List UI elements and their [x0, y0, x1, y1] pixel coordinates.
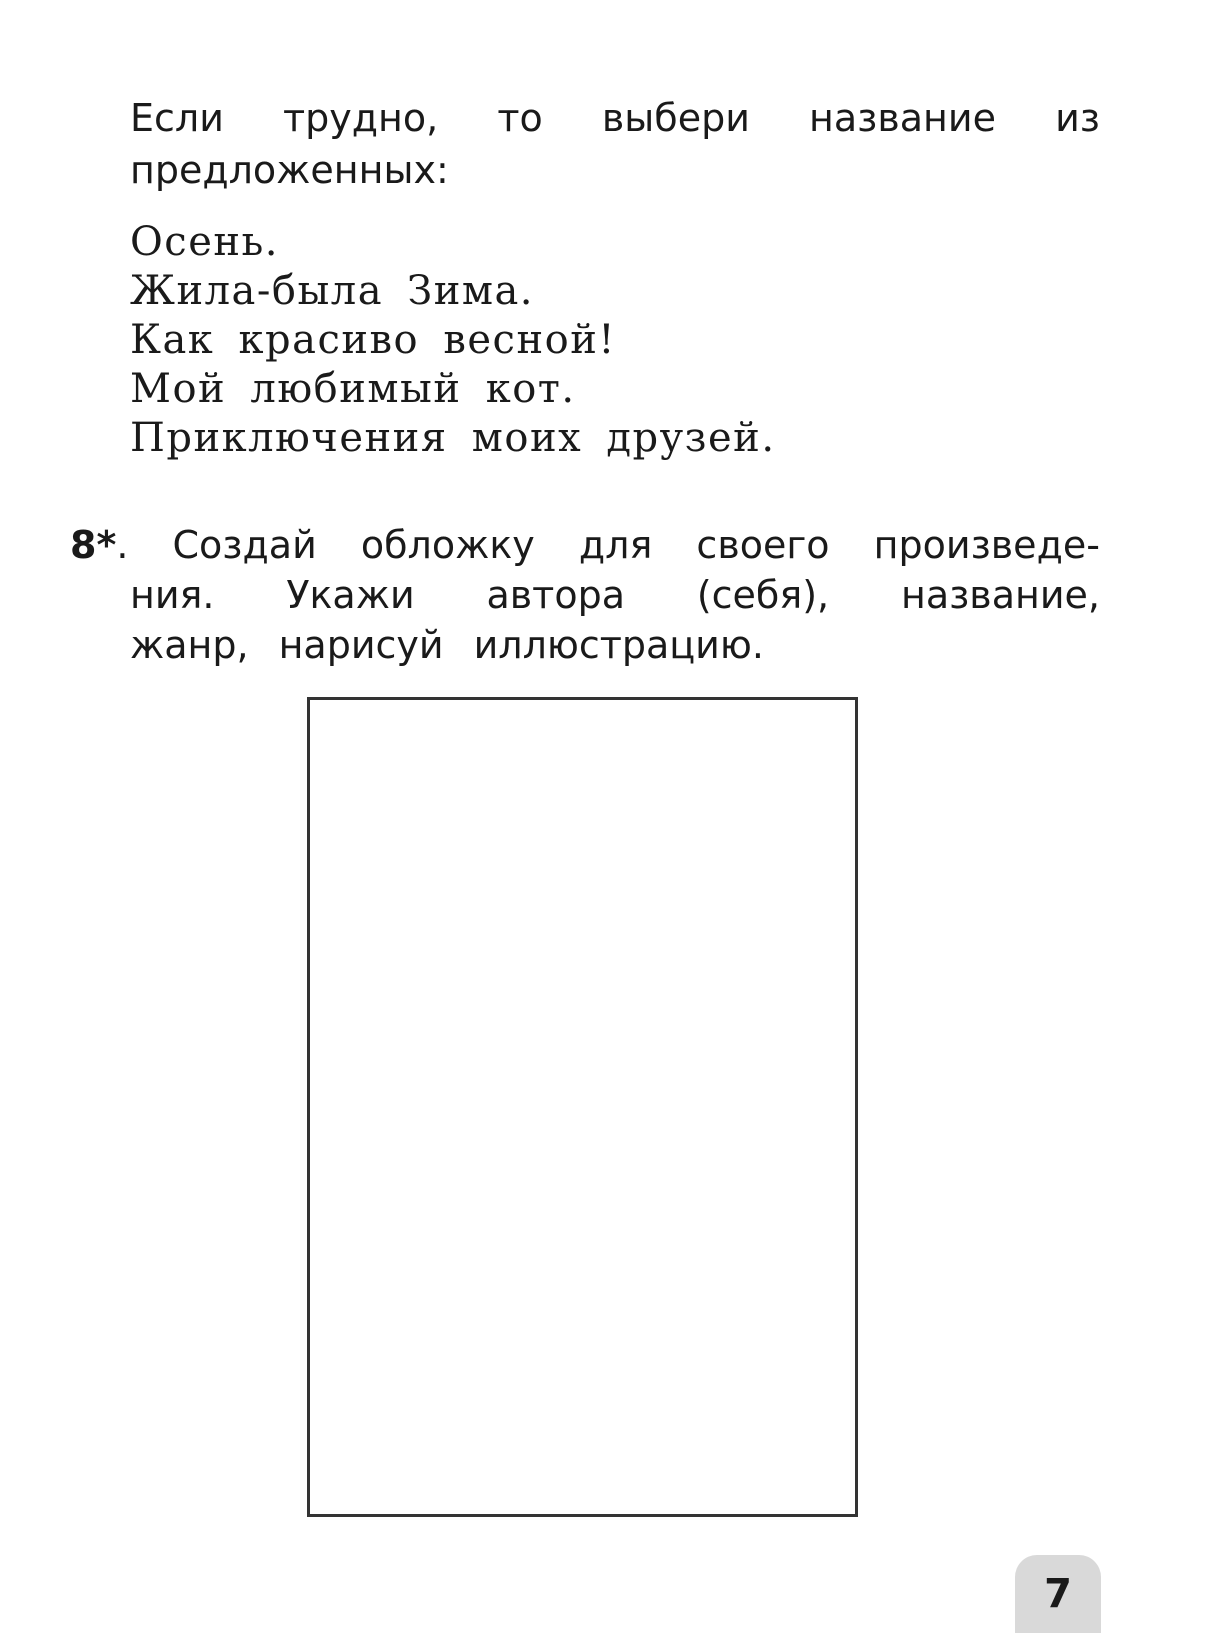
task-number-dot: . [116, 523, 129, 567]
title-options-list [130, 218, 776, 463]
page-number-tab: 7 [1015, 1555, 1101, 1633]
intro-word: то [497, 96, 543, 140]
task-8 [70, 520, 1100, 670]
task-word: название, [900, 573, 1100, 617]
intro-word: название [809, 96, 996, 140]
title-option: Мой любимый кот. [130, 366, 576, 412]
intro-word: трудно, [283, 96, 439, 140]
intro-paragraph [130, 92, 1100, 196]
title-option: Приключения моих друзей. [130, 415, 776, 461]
intro-word: выбери [601, 96, 750, 140]
task-word: Создай [172, 523, 317, 567]
intro-line-1 [130, 92, 1100, 144]
task-word: для [578, 523, 653, 567]
title-option: Осень. [130, 219, 280, 265]
title-option: Жила-была Зима. [130, 268, 535, 314]
title-option: Как красиво весной! [130, 317, 616, 363]
task-line-1 [70, 520, 1100, 570]
task-word: жанр, [130, 623, 249, 667]
task-word: произведе- [873, 523, 1100, 567]
task-word: автора [486, 573, 625, 617]
intro-word: из [1055, 96, 1100, 140]
intro-word: Если [130, 96, 224, 140]
task-number-wrap [70, 520, 128, 570]
task-line-3 [130, 620, 1100, 670]
task-line-2 [130, 570, 1100, 620]
task-word: Укажи [286, 573, 415, 617]
task-word: обложку [360, 523, 535, 567]
task-word: своего [696, 523, 830, 567]
task-word: ния. [130, 573, 215, 617]
task-word: иллюстрацию. [473, 623, 764, 667]
task-number: 8* [70, 523, 117, 567]
intro-line-2: предложенных: [130, 148, 449, 192]
cover-drawing-area[interactable] [307, 697, 858, 1517]
task-word: (себя), [696, 573, 830, 617]
task-word: нарисуй [278, 623, 444, 667]
